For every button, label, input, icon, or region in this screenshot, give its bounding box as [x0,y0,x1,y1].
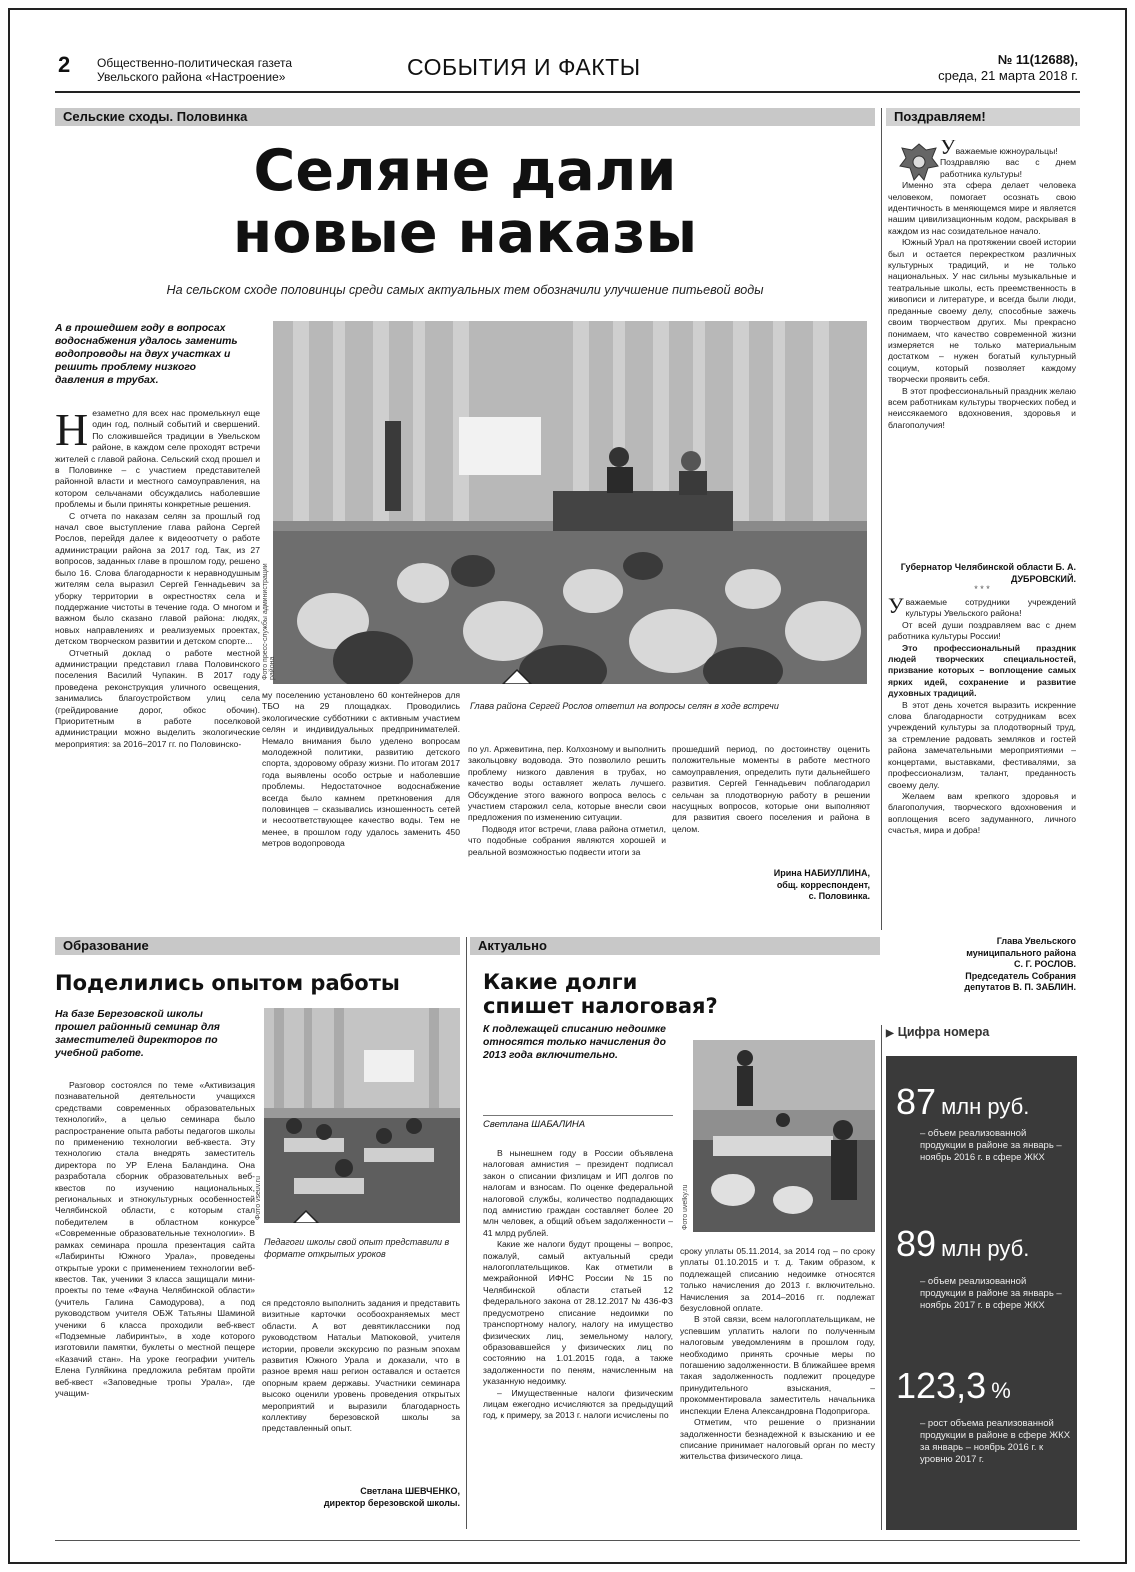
main-headline-line-2: новые наказы [232,200,698,266]
education-lead: На базе Березовской школы прошел районный семинар для заместителей директоров по учебной работе. [55,1009,220,1059]
greeting-separator [881,108,882,930]
issue-number: № 11(12688), [997,52,1078,67]
education-author-role: директор березовской школы. [323,1497,460,1508]
taxes-column-2 [680,1246,875,1534]
figure-unit: млн руб. [941,1094,1030,1119]
taxes-paragraph-3: – Имущественные налоги физическим лицам ежегодно исчисляются за предыдущий год, к примеру, за 2013 г. налоги исчислены по [483,1387,673,1421]
figure-item [896,1366,1072,1466]
greeting-sign2-line-2: муниципального района [966,947,1076,958]
main-column-2 [262,690,460,915]
main-paragraph-7: прошедший период, по достоинству оценить положительные моменты в работе местного самоуправления, определить пути дальнейшего развития. Сергей Геннадьевич поблагодарил сельчан за плодотворную работу в решении насущных вопросов, которые они выполняют для развития своего поселения и района в целом. [672,744,870,834]
taxes-paragraph-2: Какие же налоги будут прощены – вопрос, пожалуй, самый актуальный среди налогоплательщиков. Как отметили в межрайонной ИФНС России №15 по Челябинской области статьей 12 федерального закона от 28.12.2017 № 436-ФЗ предусмотрено списание недоимки по транспортному налогу, налогу на имущество физических лиц, земельному налогу, образовавшейся у физических лиц по состоянию на 1.01.2015 года, а также задолженности по пеням, начисленным на указанную недоимку. [483,1239,673,1387]
publisher-info [97,56,292,84]
classroom-photo-illustration [264,1008,460,1223]
taxes-author: Светлана ШАБАЛИНА [483,1115,673,1130]
education-photo-caption: Педагоги школы свой опыт представили в формате открытых уроков [264,1237,450,1259]
arrow-icon: ▶ [886,1028,894,1039]
greeting-line-1: Поздравляю вас с днем работника культуры! [940,157,1076,179]
greeting-para-2: Именно эта сфера делает человека человеком, помогает осознать свою идентичность в меняющемся мире и является нашим цивилизационным кодом, раскрывая в каждом из нас созидательное начало. [888,180,1076,236]
main-author-place: с. Половинка. [808,891,870,901]
taxes-headline-line-1: Какие долги [483,970,638,994]
education-photo-credit: Фото vseuv.ru [255,1176,262,1220]
main-photo [273,321,867,684]
greeting-para-4: В этот профессиональный праздник желаю всем работникам культуры творческих побед и неиссякаемого вдохновения, здоровья и благополучия! [888,385,1076,430]
issue-info [900,52,1078,84]
taxes-lead: К подлежащей списанию недоимке относятся только начисления до 2013 года включительно. [483,1024,666,1061]
taxes-paragraph-1: В нынешнем году в России объявлена налоговая амнистия – президент подписал закон о списании физлицам и ИП долгов по налогам и взносам. По оценке федеральной налоговой службы, количество подпадающих под амнистию граждан составляет более 20 млн человек, а общий объем задолженности – 41 млрд рублей. [483,1148,673,1238]
main-headline-line-1: Селяне дали [253,138,677,204]
publisher-line-1: Общественно-политическая газета [97,56,293,70]
education-headline: Поделились опытом работы [55,971,400,995]
education-separator [466,937,467,1529]
footer-rule [55,1540,1080,1541]
greeting-dropcap-2: У [888,597,904,618]
main-author-name: Ирина НАБИУЛЛИНА, [773,868,870,878]
figure-description: – объем реализованной продукции в районе за январь – ноябрь 2016 г. в сфере ЖКХ [920,1128,1062,1163]
main-column-1 [55,408,260,928]
main-photo-caption: Глава района Сергей Рослов ответил на вопросы селян в ходе встречи [470,701,779,711]
figure-description: – рост объема реализованной продукции в районе в сфере ЖКХ за январь – ноябрь 2016 г. к уровню 2017 г. [920,1418,1071,1465]
page-number: 2 [58,52,71,77]
greeting-para-8: Желаем вам крепкого здоровья и благополучия, творческого вдохновения и воплощения всего задуманного, личного счастья, мира и добра! [888,790,1076,836]
taxes-column-1 [483,1148,673,1534]
figures-rubric-label: Цифра номера [897,1025,990,1039]
main-paragraph-5: по ул. Аржевитина, пер. Колхозному и выполнить закольцовку водовода. Это позволило решить проблему низкого давления в трубах, но качество воды оставляет желать лучшего. Обсуждение этого важного вопроса велось с участием старожил села, которые внесли свои предложения по изменению ситуации. [468,744,666,823]
tax-office-photo-illustration [693,1040,875,1232]
main-headline [55,140,875,264]
publisher-line-2: Увельского района «Настроение» [97,70,286,84]
greeting-para-5: От всей души поздравляем вас с днем работника культуры России! [888,619,1076,642]
rubric-education: Образование [55,937,460,955]
education-paragraph-1: Разговор состоялся по теме «Активизация познавательной деятельности учащихся средствами современных образовательных технологий», а целью семинара было распространение опыта работы педагогов школы по применению технологии веб-квеста. Эту технологию стала внедрять заместитель директора по УР Елена Баландина. Она разработала сборник образовательных веб-квестов по изучению национальных, региональных и этнокультурных особенностей Челябинской области, с которым стал победителем в областном конкурсе «Современные образовательные технологии». В рамках семинара прошла презентация сайта «Лабиринты Южного Урала», проведены открытые уроки с применением технологии веб-квестов. Так, ученики 3 класса защищали мини-проекты по теме «Фауна Челябинской области» (учитель Галина Самодурова), а под руководством учителя ОБЖ Татьяны Шаминой ученики 6 класса проходили веб-квест «Подземные лабиринты», в ходе которого изготовили памятки, буклеты о местной пещере «Казачий стан». На уроке географии учитель Елена Гуляйкина предложила ребятам пройти веб-квест «Заповедные тропы Урала», где учащим- [55,1080,255,1398]
greeting-signature-2 [888,936,1076,994]
education-column-2 [262,1298,460,1478]
meeting-photo-illustration [273,321,867,684]
taxes-paragraph-4: сроку уплаты 05.11.2014, за 2014 год – по сроку уплаты 01.10.2015 и т. д. Таким образом, к подлежащей списанию недоимке относятся только начисления до 2013 г. включительно. Начисления за 2014–2016 гг. подлежат безусловной оплате. [680,1246,875,1314]
greeting-para-6: Это профессиональный праздник людей творческих специальностей, призвание которых – воплощение самых ярких идей, сохранение и развитие духовных традиций. [888,642,1076,699]
main-column-3 [468,744,666,914]
greeting-text-2 [888,597,1076,933]
education-column-1 [55,1080,255,1524]
main-paragraph-3: Отчетный доклад о работе местной администрации представил глава Половинского поселения Василий Чупакин. В 2017 году проведена реконструкция уличного освещения, занимались благоустройством улиц села (грейдирование дорог, обкос обочин). Приоритетным в работе поселковой администрации можно выделить экологические мероприятия: за 2016–2017 гг. по Половинско- [55,647,260,749]
main-lead: А в прошедшем году в вопросах водоснабжения удалось заменить водопроводы на двух участках и решить проблему низкого давления в трубах. [55,323,238,386]
greeting-salutation-2: важаемые сотрудники учреждений культуры Увельского района! [905,597,1076,619]
main-column-4 [672,744,870,864]
figures-box [886,1056,1077,1530]
figure-item [896,1224,1072,1312]
greeting-stars: * * * [974,584,990,594]
header-rule [55,91,1080,93]
greeting-sign2-line-3: С. Г. РОСЛОВ. [1014,959,1076,969]
education-paragraph-2: ся предстояло выполнить задания и представить визитные карточки особоохраняемых мест области. А вот девятиклассники под руководством Натальи Матюковой, учителя истории, провели экскурсию по разным эпохам развития Южного Урала и доказали, что в разное время наш регион оставался и остается опорным краем державы. Участники семинара высоко оценили уровень проведения открытых мероприятий и выразили благодарность коллективу березовской школы за представленный опыт. [262,1298,460,1434]
rubric-greeting: Поздравляем! [886,108,1080,126]
rubric-main: Сельские сходы. Половинка [55,108,875,126]
greeting-signature-1: Губернатор Челябинской области Б. А. ДУБРОВСКИЙ. [900,562,1076,584]
taxes-headline [483,970,863,1018]
taxes-paragraph-6: Отметим, что решение о признании задолженности безнадежной к взысканию и ее списание принимает налоговый орган по месту жительства физического лица. [680,1417,875,1462]
main-author-role: общ. корреспондент, [776,879,870,890]
taxes-photo-credit: Фото uvelky.ru [682,1184,689,1230]
figure-number: 89 [896,1223,937,1264]
education-author-name: Светлана ШЕВЧЕНКО, [360,1486,460,1496]
main-paragraph-4: му поселению установлено 60 контейнеров для ТБО на 29 площадках. Проводились экологические субботники с активным участием селян и индивидуальных предпринимателей. Немало внимания было уделено вопросам молодежной политики, развитию детского спорта, здоровому образу жизни. По итогам 2017 года выявлены особо острые и наболевшие проблемы. Недостаточное водоснабжение всегда было камнем преткновения для половинцев – сказывались изношенность сетей и несоответствующее качество воды. Тем не менее, в прошлом году удалось заменить 450 метров водопровода [262,690,460,849]
main-dropcap: Н [55,408,89,455]
main-paragraph-6: Подводя итог встречи, глава района отметил, что подобные собрания являются хорошей и реальной возможностью подвести итоги за [468,823,666,857]
greeting-para-7: В этот день хочется выразить искренние слова благодарности сотрудникам всех учреждений культуры за плодотворный труд, за стремление радовать земляков и гостей района замечательными мероприятиями – концертами, выставками, фестивалями, за профессионализм, талант, преданность своему делу. [888,699,1076,790]
greeting-para-3: Южный Урал на протяжении своей истории был и остается перекрестком различных культурных традиций, и не только национальных. У нас сильны музыкальные и театральные школы, есть преемственность в живописи и литературе, и всегда были люди, преданные своему делу, способные зажечь своим творчеством других. Мы прекрасно понимаем, что качество современной жизни измеряется не только материальным достатком – нужен богатый культурный социум, который позволяет каждому творчески проявить себя. [888,237,1076,385]
issue-date: среда, 21 марта 2018 г. [938,68,1078,83]
education-author-block [262,1486,460,1509]
main-subtitle: На сельском сходе половинцы среди самых актуальных тем обозначили улучшение питьевой воды [166,283,764,297]
taxes-headline-line-2: спишет налоговая? [483,994,718,1018]
figures-separator [881,1025,882,1530]
figure-number: 87 [896,1081,937,1122]
main-paragraph-1: езаметно для всех нас промелькнул еще один год, полный событий и свершений. По сложившейся традиции в Увельском районе, в каждом селе проходят встречи жителей с главой района. Сельский сход прошел и в Половинке – с участием представителей районной власти и местного самоуправления, на котором сельчанами обсуждались наболевшие проблемы и были приняты конкретные решения. [55,408,260,510]
figure-unit: % [991,1378,1011,1403]
section-title: СОБЫТИЯ И ФАКТЫ [407,54,641,80]
greeting-sign3-line-2: депутатов В. П. ЗАБЛИН. [964,982,1076,992]
main-photo-credit: Фото пресс-службы администрации района [262,563,276,680]
rubric-figures [886,1025,1080,1039]
taxes-photo [693,1040,875,1232]
greeting-sign3-line-1: Председатель Собрания [965,970,1076,981]
rubric-taxes: Актуально [470,937,880,955]
figure-description: – объем реализованной продукции в районе за январь – ноябрь 2017 г. в сфере ЖКХ [920,1276,1062,1311]
main-paragraph-2: С отчета по наказам селян за прошлый год начал свое выступление глава района Сергей Рослов, перейдя далее к видеоотчету о работе администрации района за 2017 год. Так, из 27 вопросов, заданных главе в прошлом году, решено было 16. Слова благодарности к неравнодушным жителям села выразил Сергей Геннадьевич за уборку территории в окрестностях села и поддержание чистоты в течение года. О многом и важном было сказано главой района: людях, новых направлениях и реализуемых проектах, детском творческом развитии и детском спорте... [55,510,260,647]
greeting-dropcap-1: У [940,140,956,159]
figure-number: 123,3 [896,1365,987,1406]
taxes-paragraph-5: В этой связи, всем налогоплательщикам, не успевшим уплатить налоги по полученным налоговым уведомлениям в прошлом году, необходимо принять срочные меры по погашению задолженности. В ближайшее время такая задолженность подлежит процедуре принудительного взыскания, – прокомментировала заместитель начальника инспекции Елена Александровна Подопригора. [680,1314,875,1416]
figure-item [896,1082,1072,1164]
education-photo [264,1008,460,1223]
greeting-salutation-1: важаемые южноуральцы! [955,146,1058,156]
figure-unit: млн руб. [941,1236,1030,1261]
greeting-text-1 [888,140,1076,560]
main-author-block [672,868,870,903]
greeting-sign2-line-1: Глава Увельского [996,936,1076,946]
